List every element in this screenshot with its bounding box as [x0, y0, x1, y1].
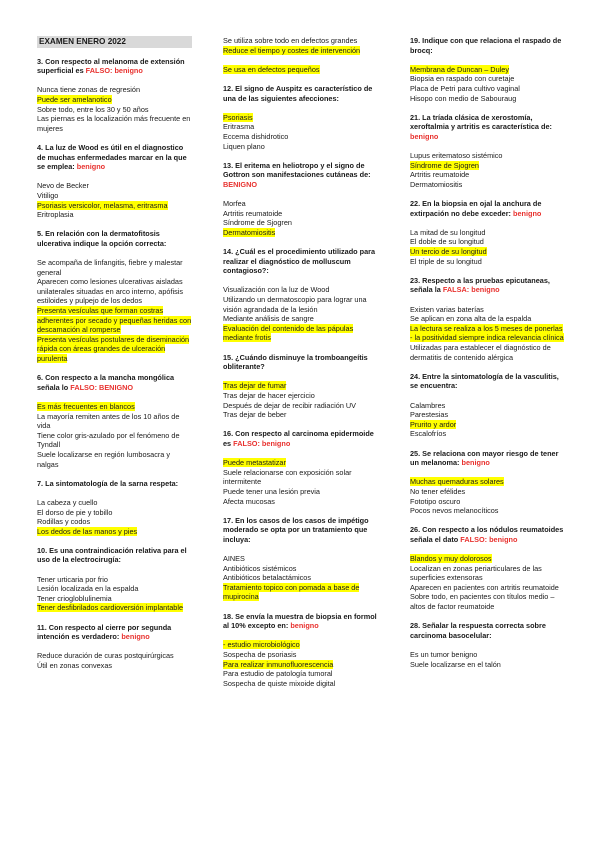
- option-text: Lupus eritematoso sistémico: [410, 151, 503, 161]
- option-text: Los dedos de las manos y pies: [37, 526, 138, 536]
- option: [223, 142, 383, 152]
- option-highlighted: [37, 335, 192, 364]
- option: [223, 285, 383, 295]
- option-text: Tras dejar de hacer ejercicio: [223, 390, 315, 400]
- column-2: [223, 36, 383, 698]
- option: [37, 508, 192, 518]
- option: [223, 314, 383, 324]
- option: [410, 94, 565, 104]
- question-stem: 6. Con respecto a la mancha mongólica señala lo: [37, 373, 175, 392]
- question-text: [410, 113, 565, 142]
- option-text: Para realizar inmunofluorescencia: [223, 659, 334, 669]
- option-text: Para estudio de patología tumoral: [223, 669, 333, 679]
- option-text: Se aplican en zona alta de la espalda: [410, 314, 532, 324]
- option-text: Eccema dishidrotico: [223, 131, 289, 141]
- question-stem: 23. Respecto a las pruebas epicutaneas, señala la: [410, 275, 550, 295]
- question-stem: 28. Señalar la respuesta correcta sobre carcinoma basocelular:: [410, 621, 546, 640]
- option: [37, 584, 192, 594]
- question-block: [223, 516, 383, 612]
- option: [410, 583, 565, 593]
- option-highlighted: [410, 65, 565, 75]
- question-block: [410, 449, 565, 526]
- option-text: Mediante análisis de sangre: [223, 314, 314, 324]
- question-block: [223, 161, 383, 247]
- option-text: Síndrome de Sjogren: [223, 218, 292, 228]
- option-text: Artritis reumatoide: [410, 170, 470, 180]
- question-stem: 14. ¿Cuál es el procedimiento utilizado para realizar el diagnóstico de molluscum contagioso?:: [223, 247, 376, 276]
- question-block: [37, 546, 192, 623]
- question-block: [410, 199, 565, 276]
- question-text: [223, 247, 383, 276]
- option-text: Las piernas es la localización más frecuente en mujeres: [37, 114, 191, 133]
- option-text: Eritroplasia: [37, 210, 74, 220]
- question-text: [223, 429, 383, 448]
- question-block: [410, 621, 565, 679]
- option-text: Síndrome de Sjogren: [410, 160, 479, 170]
- option: [410, 592, 565, 611]
- option: [410, 228, 565, 238]
- option-text: Sospecha de quiste mixoide digital: [223, 678, 336, 688]
- question-stem: 18. Se envía la muestra de biopsia en formol al 10% excepto en:: [223, 611, 377, 631]
- option-text: Tener urticaria por frio: [37, 574, 108, 584]
- option-text: Tras dejar de fumar: [223, 381, 287, 391]
- option-text: Placa de Petri para cultivo vaginal: [410, 83, 520, 93]
- option-text: Localizan en zonas periarticulares de las superficies extensoras: [410, 563, 542, 583]
- option: [410, 650, 565, 660]
- option: [37, 575, 192, 585]
- option-text: Dermatomiositis: [410, 179, 463, 189]
- option: [37, 210, 192, 220]
- option-highlighted: [223, 113, 383, 123]
- option-highlighted: [37, 527, 192, 537]
- option: [223, 36, 383, 46]
- option: [223, 573, 383, 583]
- option-text: Morfea: [223, 199, 246, 209]
- option: [223, 487, 383, 497]
- option-text: Lesión localizada en la espalda: [37, 584, 139, 594]
- option-highlighted: [223, 640, 383, 650]
- question-stem: 19. Indique con que relaciona el raspado de brocq:: [410, 36, 562, 55]
- option-highlighted: [37, 201, 192, 211]
- option: [223, 679, 383, 689]
- option: [37, 661, 192, 671]
- question-block: [410, 113, 565, 199]
- option-text: Se usa en defectos pequeños: [223, 64, 320, 74]
- option-text: - estudio microbiológico: [223, 640, 300, 650]
- option: [410, 74, 565, 84]
- question-text: [37, 373, 192, 392]
- option-highlighted: [410, 161, 565, 171]
- option-text: Sobre todo, entre los 30 y 50 años: [37, 104, 149, 114]
- option-highlighted: [223, 46, 383, 56]
- answer-marker: benigno: [461, 458, 490, 468]
- option-text: Evaluación del contenido de las pápulas mediante frotis: [223, 323, 354, 343]
- option-text: Antibióticos sistémicos: [223, 563, 297, 573]
- option-text: Existen varias baterías: [410, 304, 484, 314]
- option-highlighted: [223, 583, 383, 602]
- question-block: [223, 247, 383, 353]
- question-stem: 16. Con respecto al carcinoma epidermoide es: [223, 429, 374, 448]
- answer-marker: benigno: [121, 632, 150, 642]
- option-text: Parestesias: [410, 410, 449, 420]
- option-text: Psoriasis versicolor, melasma, eritrasma: [37, 200, 168, 210]
- option-highlighted: [223, 65, 383, 75]
- question-stem: 11. Con respecto al cierre por segunda intención es verdadero:: [37, 622, 172, 642]
- option-text: Dermatomiositis: [223, 227, 276, 237]
- option-text: Suele relacionarse con exposición solar intermitente: [223, 467, 352, 487]
- answer-marker: FALSO: benigno: [233, 438, 291, 448]
- option-text: Tener desfibrilados cardioversión implantable: [37, 603, 184, 613]
- question-text: [223, 516, 383, 545]
- option-text: Sospecha de psoriasis: [223, 650, 297, 659]
- option: [410, 257, 565, 267]
- option: [410, 497, 565, 507]
- question-block: [410, 372, 565, 449]
- option-highlighted: [37, 95, 192, 105]
- question-text: [410, 621, 565, 640]
- option: [37, 594, 192, 604]
- question-text: [410, 525, 565, 544]
- question-stem: 13. El eritema en heliotropo y el signo de Gottron son manifestaciones cutáneas de:: [223, 160, 371, 180]
- question-stem: 10. Es una contraindicación relativa para el uso de la electrocirugía:: [37, 545, 187, 565]
- question-text: [37, 229, 192, 248]
- question-block: [223, 36, 383, 84]
- option-text: Antibióticos betalactámicos: [223, 573, 312, 583]
- question-block: [410, 36, 565, 113]
- option: [37, 450, 192, 469]
- option: [37, 191, 192, 201]
- option-text: Tiene color gris-azulado por el fenómeno de Tyndall: [37, 430, 180, 450]
- option-text: Se acompaña de linfangitis, fiebre y malestar general: [37, 258, 183, 277]
- question-block: [223, 429, 383, 515]
- option-highlighted: [410, 477, 565, 487]
- option-text: Útil en zonas convexas: [37, 661, 113, 670]
- option: [410, 487, 565, 497]
- question-block: [37, 373, 192, 479]
- option-highlighted: [223, 324, 383, 343]
- option: [223, 554, 383, 564]
- option: [37, 431, 192, 450]
- option-text: Liquen plano: [223, 141, 265, 151]
- option-text: Es un tumor benigno: [410, 650, 478, 659]
- option: [223, 650, 383, 660]
- option: [37, 105, 192, 115]
- option-text: Presenta vesículas que forman costras adherentes por secado y pequeñas heridas con descamación al romperse: [37, 306, 192, 335]
- option-text: Un tercio de su longitud: [410, 247, 487, 257]
- option-text: Visualización con la luz de Wood: [223, 285, 330, 295]
- option-highlighted: [223, 381, 383, 391]
- option-highlighted: [223, 228, 383, 238]
- question-block: [223, 84, 383, 161]
- option: [410, 237, 565, 247]
- question-block: [37, 479, 192, 546]
- option-text: Nevo de Becker: [37, 181, 89, 191]
- option-text: Presenta vesículas postulares de diseminación rápida con áreas grandes de ulceración purulenta: [37, 334, 190, 363]
- option-text: Utilizadas para establecer el diagnóstico de dermatitis de contenido alérgica: [410, 343, 551, 362]
- option: [410, 170, 565, 180]
- option: [37, 85, 192, 95]
- question-block: [37, 57, 192, 143]
- option: [410, 401, 565, 411]
- option: [37, 651, 192, 661]
- option-text: El doble de su longitud: [410, 237, 484, 247]
- question-text: [37, 143, 192, 172]
- option-text: Tras dejar de beber: [223, 410, 287, 420]
- option-text: Vitiligo: [37, 190, 59, 200]
- answer-marker: FALSA: benigno: [442, 285, 500, 295]
- option-text: La cabeza y cuello: [37, 497, 98, 507]
- answer-marker: FALSO: benigno: [85, 66, 143, 76]
- option: [223, 122, 383, 132]
- option-text: Reduce duración de curas postquirúrgicas: [37, 651, 174, 661]
- option-text: Psoriasis: [223, 112, 253, 122]
- question-text: [410, 372, 565, 391]
- answer-marker: FALSO: benigno: [460, 534, 518, 544]
- option: [37, 517, 192, 527]
- question-text: [223, 612, 383, 631]
- option: [223, 468, 383, 487]
- question-block: [37, 229, 192, 373]
- option-text: Puede metastatizar: [223, 458, 286, 468]
- question-stem: 24. Entre la sintomatología de la vasculitis, se encuentra:: [410, 371, 559, 391]
- option-text: Eritrasma: [223, 122, 255, 132]
- question-text: [37, 57, 192, 76]
- option: [410, 429, 565, 439]
- option-text: La lectura se realiza a los 5 meses de ponerlas - la positividad siempre indica relevancia clínica: [410, 323, 564, 343]
- option-text: Pocos nevos melanocíticos: [410, 506, 499, 516]
- question-text: [410, 36, 565, 55]
- answer-marker: benigno: [410, 131, 439, 141]
- option: [410, 410, 565, 420]
- option: [410, 314, 565, 324]
- question-stem: 5. En relación con la dermatofitosis ulcerativa indique la opción correcta:: [37, 229, 167, 248]
- option-text: Aparecen como lesiones ulcerativas aisladas unilaterales situadas en arco interno, apófisis estiloides y pulpejo de los dedos: [37, 277, 184, 306]
- option-text: Blandos y muy dolorosos: [410, 554, 492, 564]
- option: [223, 564, 383, 574]
- option-text: No tener efélides: [410, 486, 466, 496]
- question-block: [223, 353, 383, 430]
- option: [223, 391, 383, 401]
- question-text: [410, 199, 565, 218]
- option-text: La mayoría remiten antes de los 10 años de vida: [37, 411, 180, 431]
- question-text: [410, 449, 565, 468]
- answer-marker: benigno: [513, 208, 542, 218]
- answer-marker: BENIGNO: [223, 179, 258, 189]
- question-text: [223, 353, 383, 372]
- question-text: [410, 276, 565, 295]
- option: [410, 305, 565, 315]
- option-text: Prurito y ardor: [410, 419, 457, 429]
- option: [37, 277, 192, 306]
- option-highlighted: [223, 458, 383, 468]
- question-text: [223, 84, 383, 103]
- option-text: Escalofríos: [410, 429, 447, 439]
- option-text: Reduce el tiempo y costes de intervención: [223, 45, 361, 55]
- answer-marker: benigno: [290, 621, 319, 631]
- option-text: Calambres: [410, 400, 446, 410]
- column-3: [410, 36, 565, 679]
- option: [223, 497, 383, 507]
- option-text: Afecta mucosas: [223, 496, 275, 506]
- option-text: Se utiliza sobre todo en defectos grandes: [223, 36, 358, 45]
- option: [410, 660, 565, 670]
- option-text: Hisopo con medio de Sabouraug: [410, 93, 517, 103]
- option-text: AINES: [223, 554, 245, 564]
- question-stem: 12. El signo de Auspitz es característico de una de las siguientes afecciones:: [223, 83, 373, 103]
- option-text: La mitad de su longitud: [410, 227, 486, 237]
- option: [223, 132, 383, 142]
- question-stem: 7. La sintomatología de la sarna respeta:: [37, 478, 179, 488]
- option-highlighted: [410, 247, 565, 257]
- option-highlighted: [37, 603, 192, 613]
- option-text: Biopsia en raspado con curetaje: [410, 74, 515, 84]
- option-text: Puede tener una lesión previa: [223, 486, 320, 496]
- option-text: Artritis reumatoide: [223, 208, 283, 218]
- option-text: Nunca tiene zonas de regresión: [37, 85, 141, 95]
- option-text: Fototipo oscuro: [410, 496, 461, 506]
- option-highlighted: [37, 306, 192, 335]
- option: [410, 506, 565, 516]
- question-block: [410, 525, 565, 621]
- option-text: Muchas quemaduras solares: [410, 477, 504, 487]
- option: [410, 343, 565, 362]
- question-block: [223, 612, 383, 698]
- question-block: [37, 143, 192, 229]
- option-text: El triple de su longitud: [410, 256, 482, 266]
- option: [37, 181, 192, 191]
- option: [223, 401, 383, 411]
- option: [410, 564, 565, 583]
- question-block: [410, 276, 565, 372]
- question-text: [37, 546, 192, 565]
- option-text: Sobre todo, en pacientes con títulos medio – altos de factor reumatoide: [410, 592, 555, 612]
- question-stem: 3. Con respecto al melanoma de extensión superficial es: [37, 56, 185, 76]
- option: [37, 412, 192, 431]
- question-text: [37, 479, 192, 489]
- option-text: Membrana de Duncan – Duley: [410, 64, 509, 74]
- option: [223, 218, 383, 228]
- option: [223, 209, 383, 219]
- question-stem: 15. ¿Cuándo disminuye la tromboangeítis obliterante?: [223, 352, 368, 372]
- option-text: Puede ser amelanotico: [37, 94, 112, 104]
- question-stem: 26. Con respecto a los nódulos reumatoides señala el dato: [410, 525, 564, 544]
- question-text: [223, 161, 383, 190]
- option-text: Suele localizarse en región lumbosacra y nalgas: [37, 449, 171, 469]
- option: [410, 180, 565, 190]
- option: [223, 669, 383, 679]
- question-stem: 25. Se relaciona con mayor riesgo de tener un melanoma:: [410, 448, 559, 468]
- question-stem: 4. La luz de Wood es útil en el diagnostico de muchas enfermedades marcar en la que se emplea:: [37, 142, 187, 172]
- option: [37, 258, 192, 277]
- option: [37, 498, 192, 508]
- option: [410, 151, 565, 161]
- option-highlighted: [223, 660, 383, 670]
- option: [223, 295, 383, 314]
- answer-marker: FALSO: BENIGNO: [70, 382, 134, 392]
- option-text: Utilizando un dermatoscopio para lograr una visión agrandada de la lesión: [223, 295, 367, 314]
- option-text: Suele localizarse en el talón: [410, 659, 501, 669]
- exam-title: EXAMEN ENERO 2022: [37, 36, 192, 48]
- option-text: El dorso de pie y tobillo: [37, 507, 113, 517]
- option-text: Después de dejar de recibir radiación UV: [223, 400, 357, 410]
- option: [223, 199, 383, 209]
- option-highlighted: [410, 554, 565, 564]
- option-highlighted: [410, 420, 565, 430]
- column-1: [37, 36, 192, 680]
- answer-marker: benigno: [76, 162, 106, 172]
- option-text: Tratamiento topico con pomada a base de mupirocina: [223, 582, 360, 602]
- option-text: Rodillas y codos: [37, 517, 91, 527]
- option: [410, 84, 565, 94]
- question-block: [37, 623, 192, 681]
- option: [223, 410, 383, 420]
- option-highlighted: [410, 324, 565, 343]
- question-stem: 22. En la biopsia en ojal la anchura de extirpación no debe exceder:: [410, 199, 542, 218]
- option-text: Aparecen en pacientes con artritis reumatoide: [410, 582, 559, 592]
- option-text: Tener criogloblulinemia: [37, 593, 112, 603]
- option-text: Es más frecuentes en blancos: [37, 401, 135, 411]
- option-highlighted: [37, 402, 192, 412]
- question-stem: 17. En los casos de los casos de impétigo moderado se opta por un tratamiento que incluya:: [223, 515, 369, 544]
- question-stem: 21. La tríada clásica de xerostomía, xeroftalmia y artritis es característica de:: [410, 112, 552, 132]
- question-text: [37, 623, 192, 642]
- option: [37, 114, 192, 133]
